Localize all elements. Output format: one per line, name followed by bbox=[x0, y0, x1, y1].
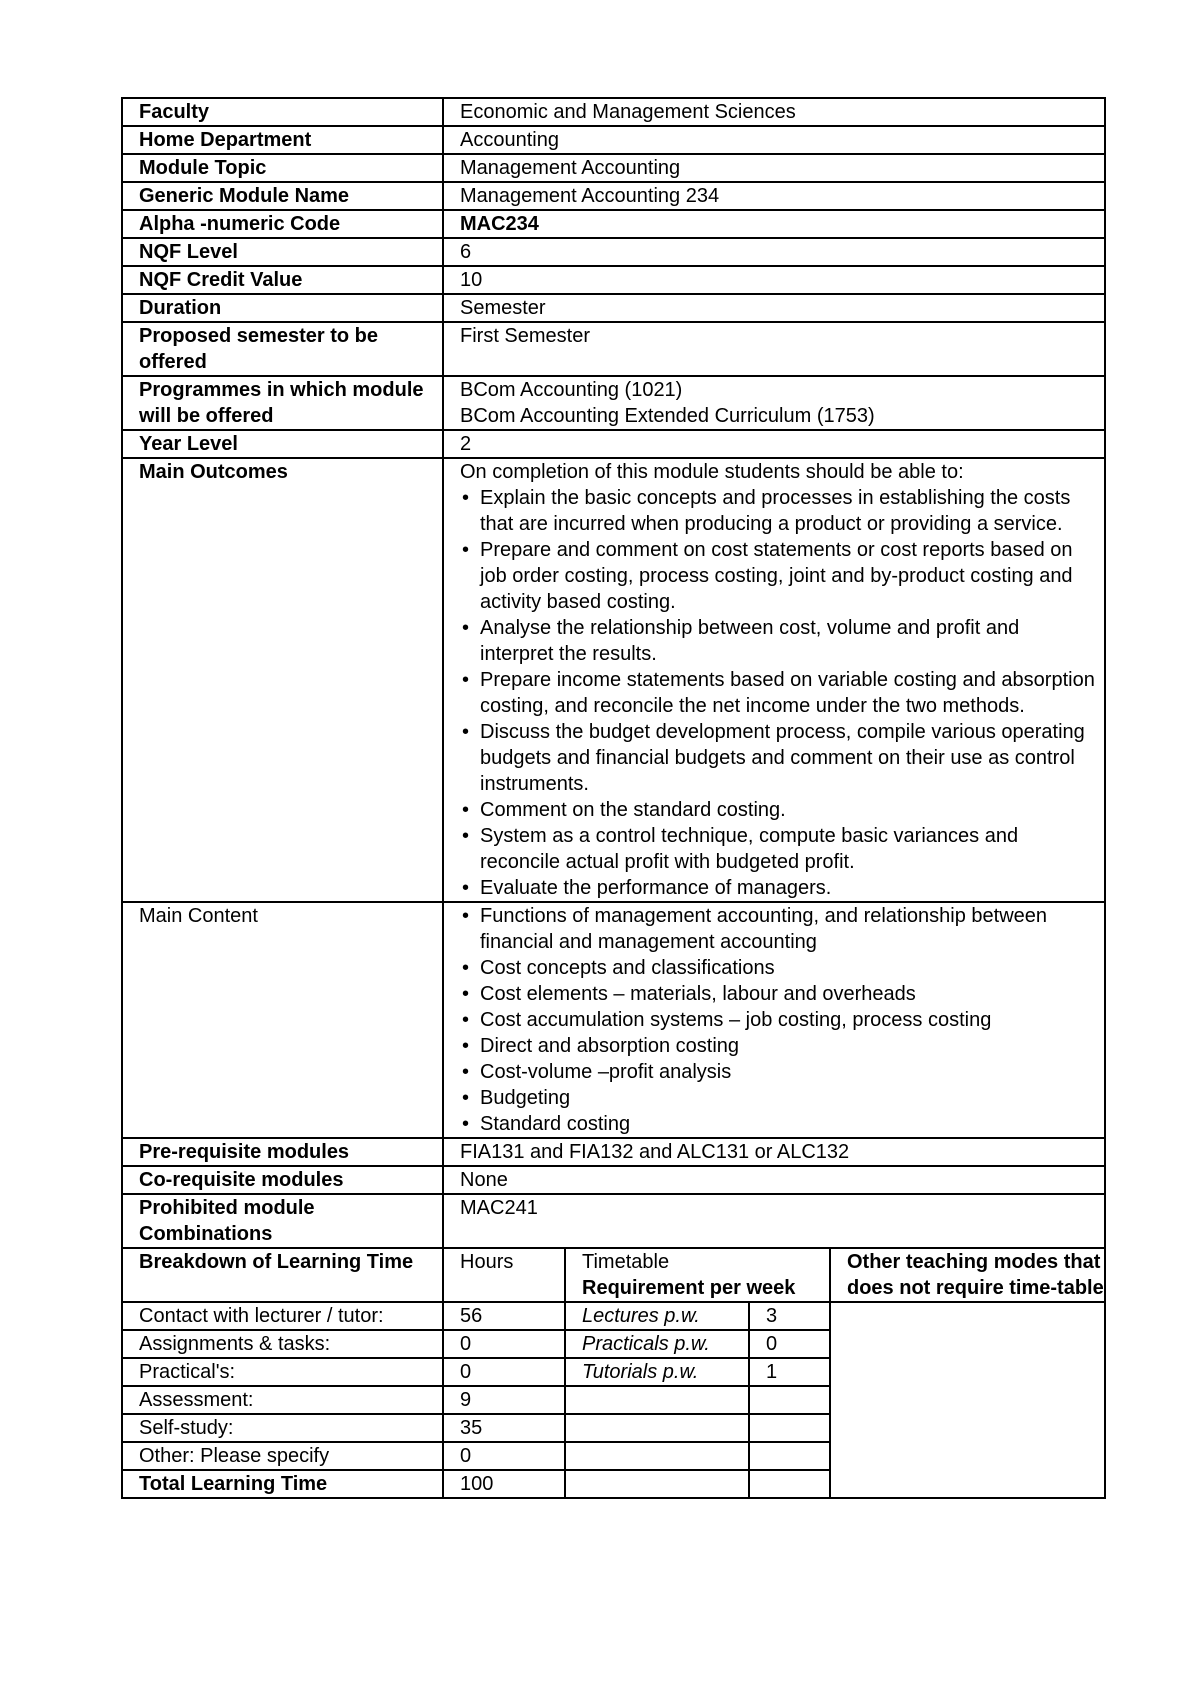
value-main-content bbox=[443, 902, 1105, 1138]
breakdown-row-timetable-value bbox=[749, 1386, 830, 1414]
outcome-item: • Analyse the relationship between cost, volume and profit and interpret the results. bbox=[460, 615, 1098, 667]
module-descriptor-document bbox=[121, 97, 1104, 1499]
row-alpha-numeric-code bbox=[122, 210, 1105, 238]
label-year-level: Year Level bbox=[122, 430, 443, 458]
breakdown-row-timetable-value bbox=[749, 1470, 830, 1498]
content-item: • Standard costing bbox=[460, 1111, 1098, 1137]
value-co-requisite: None bbox=[443, 1166, 1105, 1194]
row-nqf-level bbox=[122, 238, 1105, 266]
breakdown-row-timetable-value: 1 bbox=[749, 1358, 830, 1386]
breakdown-row-timetable-label bbox=[565, 1386, 749, 1414]
breakdown-row bbox=[122, 1302, 1105, 1330]
breakdown-row-timetable-value: 0 bbox=[749, 1330, 830, 1358]
breakdown-row-timetable-label bbox=[565, 1442, 749, 1470]
outcomes-intro: On completion of this module students should be able to: bbox=[460, 461, 964, 483]
breakdown-row-timetable-value: 3 bbox=[749, 1302, 830, 1330]
breakdown-row-label: Contact with lecturer / tutor: bbox=[122, 1302, 443, 1330]
value-programmes bbox=[443, 376, 1105, 430]
breakdown-row-timetable-label bbox=[565, 1414, 749, 1442]
row-proposed-semester bbox=[122, 322, 1105, 376]
row-programmes bbox=[122, 376, 1105, 430]
outcomes-list bbox=[460, 485, 1104, 901]
outcome-item: • Prepare and comment on cost statements or cost reports based on job order costing, process costing, joint and by-product costing and activity based costing. bbox=[460, 537, 1098, 615]
breakdown-row-label: Self-study: bbox=[122, 1414, 443, 1442]
row-year-level bbox=[122, 430, 1105, 458]
label-home-department: Home Department bbox=[122, 126, 443, 154]
outcome-item: • System as a control technique, compute basic variances and reconcile actual profit with budgeted profit. bbox=[460, 823, 1098, 875]
breakdown-row-timetable-value bbox=[749, 1442, 830, 1470]
breakdown-row-hours: 35 bbox=[443, 1414, 565, 1442]
value-home-department: Accounting bbox=[443, 126, 1105, 154]
breakdown-row-timetable-label: Practicals p.w. bbox=[565, 1330, 749, 1358]
breakdown-row-timetable-label bbox=[565, 1470, 749, 1498]
breakdown-row-hours: 56 bbox=[443, 1302, 565, 1330]
outcome-item: • Comment on the standard costing. bbox=[460, 797, 1098, 823]
row-nqf-credit-value bbox=[122, 266, 1105, 294]
row-prohibited bbox=[122, 1194, 1105, 1248]
label-main-content: Main Content bbox=[122, 902, 443, 1138]
label-proposed-semester: Proposed semester to be offered bbox=[122, 322, 443, 376]
module-descriptor-table bbox=[121, 97, 1106, 1499]
content-item: • Cost concepts and classifications bbox=[460, 955, 1098, 981]
row-pre-requisite bbox=[122, 1138, 1105, 1166]
label-co-requisite: Co-requisite modules bbox=[122, 1166, 443, 1194]
outcome-item: • Evaluate the performance of managers. bbox=[460, 875, 1098, 901]
content-list bbox=[460, 903, 1104, 1137]
label-prohibited: Prohibited module Combinations bbox=[122, 1194, 443, 1248]
breakdown-row-hours: 0 bbox=[443, 1442, 565, 1470]
breakdown-row-label: Assessment: bbox=[122, 1386, 443, 1414]
outcome-item: • Explain the basic concepts and processes in establishing the costs that are incurred when producing a product or providing a service. bbox=[460, 485, 1098, 537]
label-programmes: Programmes in which module will be offered bbox=[122, 376, 443, 430]
label-nqf-credit-value: NQF Credit Value bbox=[122, 266, 443, 294]
row-module-topic bbox=[122, 154, 1105, 182]
value-proposed-semester: First Semester bbox=[443, 322, 1105, 376]
row-faculty bbox=[122, 98, 1105, 126]
row-generic-module-name bbox=[122, 182, 1105, 210]
value-main-outcomes bbox=[443, 458, 1105, 902]
content-item: • Budgeting bbox=[460, 1085, 1098, 1111]
outcome-item: • Prepare income statements based on variable costing and absorption costing, and reconcile the net income under the two methods. bbox=[460, 667, 1098, 719]
breakdown-timetable-header bbox=[565, 1248, 830, 1302]
breakdown-row-timetable-label: Tutorials p.w. bbox=[565, 1358, 749, 1386]
breakdown-header-row bbox=[122, 1248, 1105, 1302]
breakdown-row-hours: 0 bbox=[443, 1330, 565, 1358]
value-faculty: Economic and Management Sciences bbox=[443, 98, 1105, 126]
breakdown-row-label: Assignments & tasks: bbox=[122, 1330, 443, 1358]
row-co-requisite bbox=[122, 1166, 1105, 1194]
value-nqf-credit-value: 10 bbox=[443, 266, 1105, 294]
breakdown-label-header: Breakdown of Learning Time bbox=[122, 1248, 443, 1302]
content-item: • Functions of management accounting, and relationship between financial and management accounting bbox=[460, 903, 1098, 955]
value-prohibited: MAC241 bbox=[443, 1194, 1105, 1248]
label-main-outcomes: Main Outcomes bbox=[122, 458, 443, 902]
breakdown-total-label: Total Learning Time bbox=[122, 1470, 443, 1498]
label-generic-module-name: Generic Module Name bbox=[122, 182, 443, 210]
timetable-header-text: Timetable Requirement per week bbox=[582, 1251, 796, 1299]
value-duration: Semester bbox=[443, 294, 1105, 322]
content-item: • Direct and absorption costing bbox=[460, 1033, 1098, 1059]
breakdown-row-label: Practical's: bbox=[122, 1358, 443, 1386]
row-main-content bbox=[122, 902, 1105, 1138]
breakdown-row-hours: 0 bbox=[443, 1358, 565, 1386]
label-module-topic: Module Topic bbox=[122, 154, 443, 182]
outcome-item: • Discuss the budget development process, compile various operating budgets and financial budgets and comment on their use as control instruments. bbox=[460, 719, 1098, 797]
content-item: • Cost-volume –profit analysis bbox=[460, 1059, 1098, 1085]
breakdown-hours-header: Hours bbox=[443, 1248, 565, 1302]
breakdown-row-label: Other: Please specify bbox=[122, 1442, 443, 1470]
value-module-topic: Management Accounting bbox=[443, 154, 1105, 182]
content-item: • Cost elements – materials, labour and overheads bbox=[460, 981, 1098, 1007]
label-nqf-level: NQF Level bbox=[122, 238, 443, 266]
value-generic-module-name: Management Accounting 234 bbox=[443, 182, 1105, 210]
label-pre-requisite: Pre-requisite modules bbox=[122, 1138, 443, 1166]
label-alpha-numeric-code: Alpha -numeric Code bbox=[122, 210, 443, 238]
breakdown-other-cell bbox=[830, 1302, 1105, 1498]
value-alpha-numeric-code: MAC234 bbox=[443, 210, 1105, 238]
breakdown-row-timetable-label: Lectures p.w. bbox=[565, 1302, 749, 1330]
breakdown-row-timetable-value bbox=[749, 1414, 830, 1442]
value-nqf-level: 6 bbox=[443, 238, 1105, 266]
row-main-outcomes bbox=[122, 458, 1105, 902]
label-duration: Duration bbox=[122, 294, 443, 322]
breakdown-other-header: Other teaching modes that does not require time-table bbox=[830, 1248, 1105, 1302]
value-pre-requisite: FIA131 and FIA132 and ALC131 or ALC132 bbox=[443, 1138, 1105, 1166]
breakdown-total-hours: 100 bbox=[443, 1470, 565, 1498]
content-item: • Cost accumulation systems – job costing, process costing bbox=[460, 1007, 1098, 1033]
value-year-level: 2 bbox=[443, 430, 1105, 458]
row-duration bbox=[122, 294, 1105, 322]
label-faculty: Faculty bbox=[122, 98, 443, 126]
row-home-department bbox=[122, 126, 1105, 154]
programme-item: BCom Accounting (1021) bbox=[460, 379, 683, 401]
breakdown-row-hours: 9 bbox=[443, 1386, 565, 1414]
programme-item: BCom Accounting Extended Curriculum (1753) bbox=[460, 405, 875, 427]
